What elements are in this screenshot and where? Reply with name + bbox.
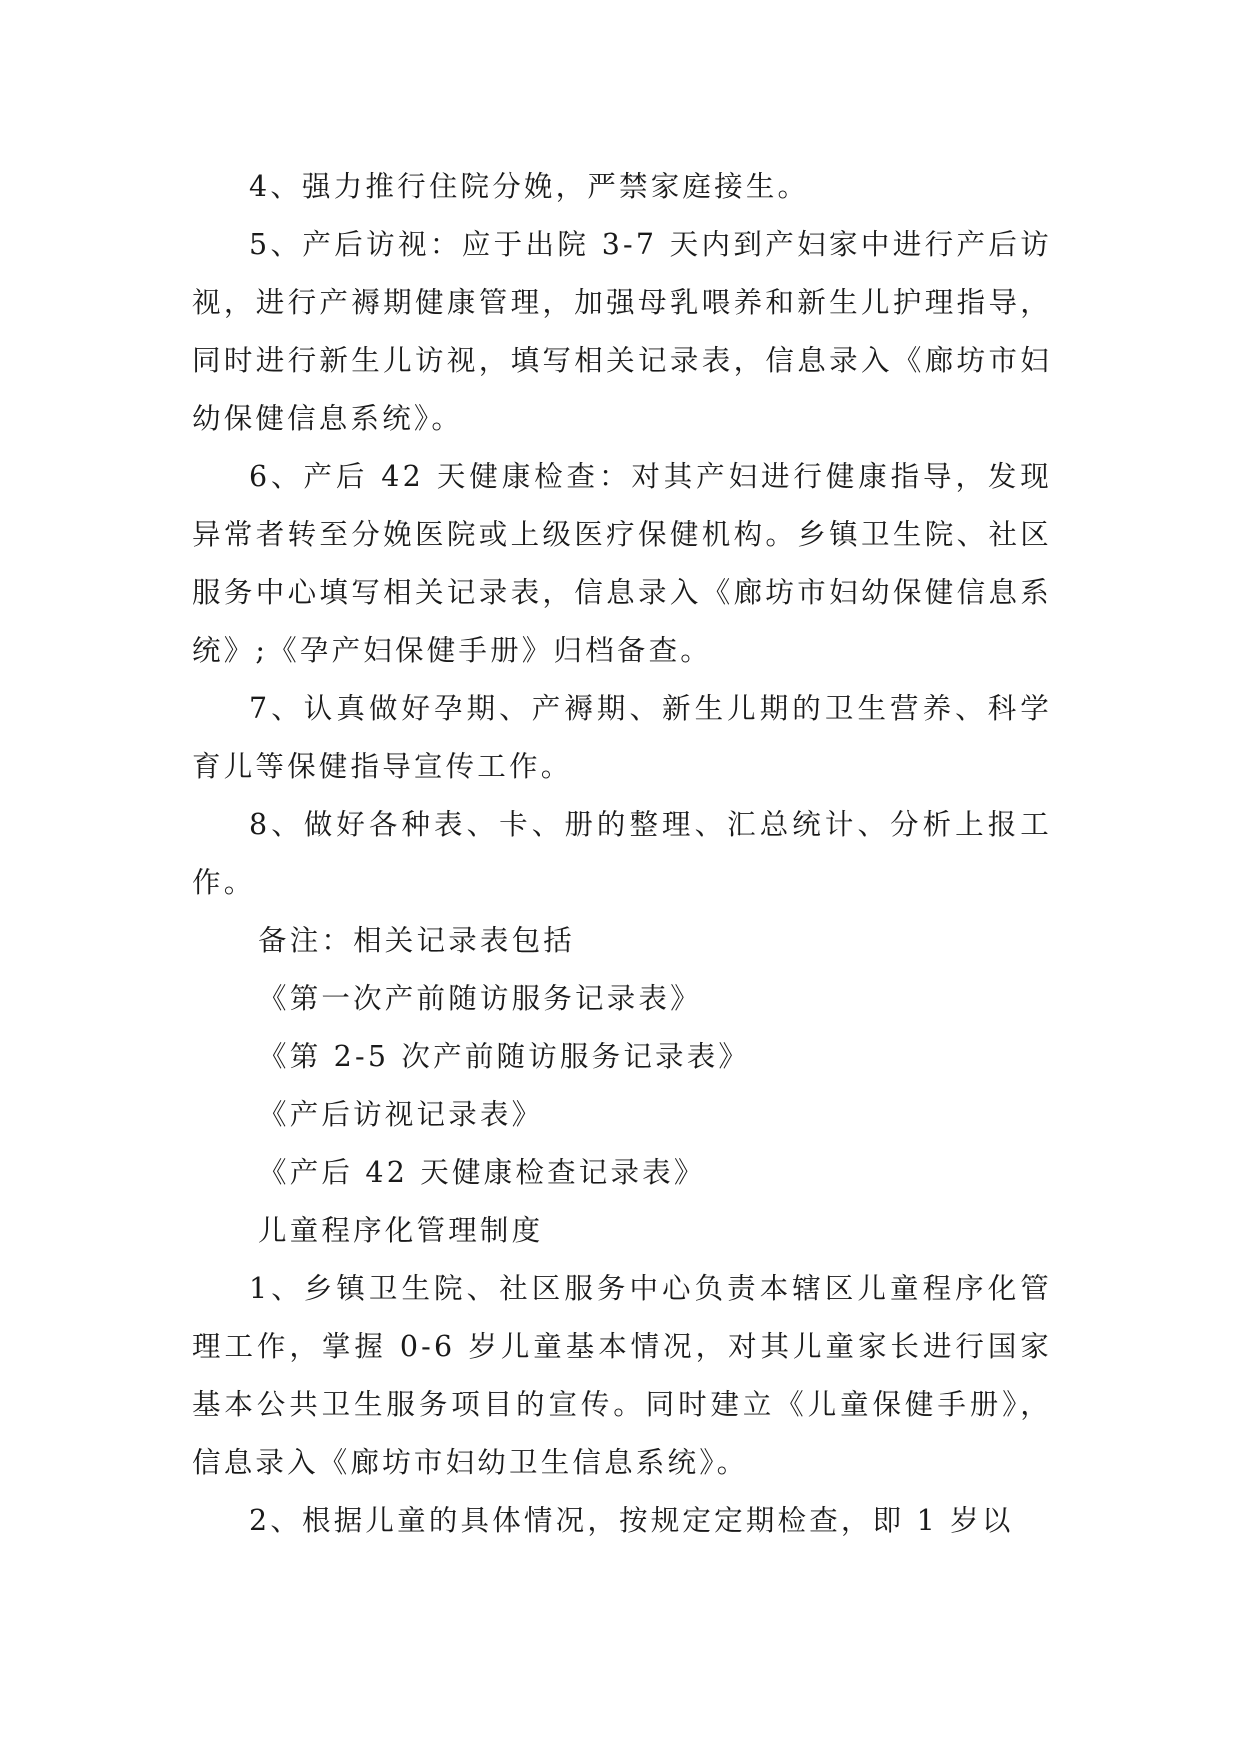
paragraph-item-7: 7、认真做好孕期、产褥期、新生儿期的卫生营养、科学育儿等保健指导宣传工作。: [192, 692, 1052, 783]
document-body: [192, 158, 1052, 1550]
paragraph-item-4: 4、强力推行住院分娩，严禁家庭接生。: [249, 170, 810, 203]
paragraph-item-5: 5、产后访视：应于出院 3-7 天内到产妇家中进行产后访视，进行产褥期健康管理，加强母乳喂养和新生儿护理指导，同时进行新生儿访视，填写相关记录表，信息录入《廊坊市妇幼保健信息系统》。: [192, 228, 1052, 435]
note-item-postpartum-visit-form: 《产后访视记录表》: [258, 1098, 544, 1131]
note-item-postpartum-42-day-form: 《产后 42 天健康检查记录表》: [258, 1156, 706, 1189]
child-management-paragraph-1: 1、乡镇卫生院、社区服务中心负责本辖区儿童程序化管理工作，掌握 0-6 岁儿童基本情况，对其儿童家长进行国家基本公共卫生服务项目的宣传。同时建立《儿童保健手册》，信息录入《廊坊市妇幼卫生信息系统》。: [192, 1272, 1052, 1479]
note-heading: 备注：相关记录表包括: [258, 924, 576, 957]
child-management-paragraph-2: 2、根据儿童的具体情况，按规定定期检查，即 1 岁以: [249, 1504, 1014, 1537]
paragraph-item-8: 8、做好各种表、卡、册的整理、汇总统计、分析上报工作。: [192, 808, 1052, 899]
section-title: 儿童程序化管理制度: [258, 1214, 544, 1247]
note-item-first-prenatal-form: 《第一次产前随访服务记录表》: [258, 982, 702, 1015]
note-item-prenatal-2-5-form: 《第 2-5 次产前随访服务记录表》: [258, 1040, 751, 1073]
paragraph-item-6: 6、产后 42 天健康检查：对其产妇进行健康指导，发现异常者转至分娩医院或上级医疗保健机构。乡镇卫生院、社区服务中心填写相关记录表，信息录入《廊坊市妇幼保健信息系统》;《孕产妇保健手册》归档备查。: [192, 460, 1052, 667]
